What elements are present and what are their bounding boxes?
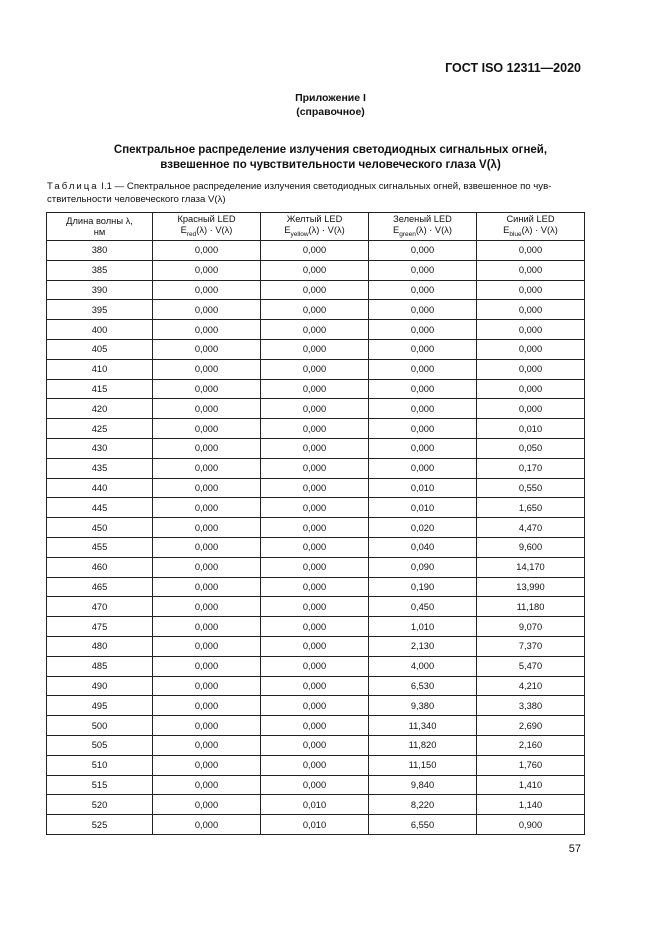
table-row [47,438,585,458]
value-cell: 0,000 [261,735,369,755]
value-cell: 1,760 [477,755,585,775]
value-cell: 4,210 [477,676,585,696]
value-cell: 0,170 [477,458,585,478]
wavelength-cell: 465 [47,577,153,597]
table-row [47,696,585,716]
value-cell: 14,170 [477,557,585,577]
value-cell: 0,000 [261,419,369,439]
formula-suffix: (λ) · V(λ) [196,224,233,235]
value-cell: 0,000 [477,339,585,359]
value-cell: 0,000 [261,339,369,359]
wavelength-cell: 380 [47,241,153,261]
wavelength-cell: 425 [47,419,153,439]
value-cell: 0,000 [261,320,369,340]
wavelength-cell: 400 [47,320,153,340]
column-header-line1: Длина волны λ, [66,215,133,226]
value-cell: 0,000 [261,676,369,696]
value-cell: 9,840 [369,775,477,795]
value-cell: 0,010 [369,478,477,498]
value-cell: 0,000 [261,399,369,419]
value-cell: 0,000 [261,755,369,775]
table-row [47,241,585,261]
wavelength-cell: 410 [47,359,153,379]
value-cell: 0,000 [153,577,261,597]
wavelength-cell: 510 [47,755,153,775]
value-cell: 0,000 [261,518,369,538]
value-cell: 13,990 [477,577,585,597]
value-cell: 0,000 [369,458,477,478]
value-cell: 2,130 [369,636,477,656]
value-cell: 7,370 [477,636,585,656]
table-caption-label: Таблица [47,181,99,192]
table-row [47,359,585,379]
value-cell: 0,040 [369,537,477,557]
value-cell: 0,000 [153,617,261,637]
value-cell: 0,000 [153,597,261,617]
value-cell: 0,450 [369,597,477,617]
value-cell: 0,000 [153,300,261,320]
value-cell: 0,000 [369,379,477,399]
value-cell: 0,000 [261,716,369,736]
table-row [47,617,585,637]
page-number: 57 [568,843,581,855]
value-cell: 0,000 [153,696,261,716]
value-cell: 0,000 [153,359,261,379]
value-cell: 0,190 [369,577,477,597]
value-cell: 0,000 [153,458,261,478]
wavelength-cell: 415 [47,379,153,399]
value-cell: 0,000 [369,419,477,439]
wavelength-cell: 500 [47,716,153,736]
column-header-line1: Желтый LED [286,213,343,224]
wavelength-cell: 435 [47,458,153,478]
wavelength-cell: 460 [47,557,153,577]
table-row [47,557,585,577]
value-cell: 4,000 [369,656,477,676]
value-cell: 0,000 [153,241,261,261]
value-cell: 11,340 [369,716,477,736]
column-header-line1: Красный LED [177,213,236,224]
value-cell: 0,000 [153,656,261,676]
value-cell: 0,000 [261,696,369,716]
formula-subscript: blue [509,230,522,238]
value-cell: 0,010 [261,815,369,835]
value-cell: 0,000 [477,300,585,320]
value-cell: 0,000 [153,636,261,656]
value-cell: 0,010 [477,419,585,439]
value-cell: 0,000 [369,300,477,320]
wavelength-cell: 525 [47,815,153,835]
value-cell: 3,380 [477,696,585,716]
value-cell: 0,000 [261,577,369,597]
value-cell: 0,000 [153,735,261,755]
value-cell: 9,070 [477,617,585,637]
value-cell: 0,020 [369,518,477,538]
value-cell: 0,000 [369,241,477,261]
formula-prefix: E [284,224,291,235]
value-cell: 0,000 [369,260,477,280]
table-row [47,518,585,538]
table-row [47,339,585,359]
spectral-table [46,212,585,835]
table-row [47,458,585,478]
value-cell: 0,000 [261,458,369,478]
value-cell: 2,690 [477,716,585,736]
value-cell: 0,000 [261,379,369,399]
value-cell: 0,000 [261,537,369,557]
section-title [0,143,661,173]
wavelength-cell: 385 [47,260,153,280]
value-cell: 6,550 [369,815,477,835]
value-cell: 0,000 [261,617,369,637]
table-row [47,577,585,597]
value-cell: 0,000 [153,399,261,419]
value-cell: 0,000 [369,280,477,300]
value-cell: 0,000 [153,755,261,775]
table-row [47,716,585,736]
value-cell: 0,050 [477,438,585,458]
value-cell: 0,900 [477,815,585,835]
wavelength-cell: 470 [47,597,153,617]
section-title-line1: Спектральное распределение излучения светодиодных сигнальных огней, [113,144,548,156]
section-title-line2: взвешенное по чувствительности человеческого глаза V(λ) [160,159,501,171]
table-row [47,478,585,498]
formula-suffix: (λ) · V(λ) [521,224,558,235]
value-cell: 0,000 [153,438,261,458]
value-cell: 0,000 [477,241,585,261]
value-cell: 0,000 [369,359,477,379]
value-cell: 0,090 [369,557,477,577]
value-cell: 0,000 [153,320,261,340]
value-cell: 0,000 [477,399,585,419]
wavelength-cell: 420 [47,399,153,419]
wavelength-cell: 490 [47,676,153,696]
annex-subtitle: (справочное) [296,106,365,118]
column-header-line1: Зеленый LED [393,213,452,224]
value-cell: 1,650 [477,498,585,518]
value-cell: 0,000 [153,379,261,399]
table-body [47,241,585,835]
wavelength-cell: 450 [47,518,153,538]
wavelength-cell: 395 [47,300,153,320]
wavelength-cell: 390 [47,280,153,300]
value-cell: 11,820 [369,735,477,755]
value-cell: 0,000 [477,320,585,340]
value-cell: 0,000 [261,280,369,300]
value-cell: 0,000 [261,241,369,261]
value-cell: 9,600 [477,537,585,557]
wavelength-cell: 515 [47,775,153,795]
value-cell: 0,010 [261,795,369,815]
value-cell: 0,000 [153,557,261,577]
value-cell: 0,000 [261,597,369,617]
value-cell: 0,000 [261,656,369,676]
value-cell: 11,150 [369,755,477,775]
column-header-line2 [153,225,260,240]
value-cell: 0,000 [261,260,369,280]
table-row [47,419,585,439]
value-cell: 0,000 [369,399,477,419]
table-row [47,399,585,419]
value-cell: 0,000 [369,339,477,359]
value-cell: 1,010 [369,617,477,637]
value-cell: 5,470 [477,656,585,676]
column-header-2 [261,213,369,241]
table-caption-text: I.1 — Спектральное распределение излучения светодиодных сигнальных огней, взвешенное по чув- [101,181,552,192]
column-header-1 [153,213,261,241]
table-row [47,280,585,300]
formula-subscript: red [186,230,197,238]
table-row [47,795,585,815]
table-row [47,636,585,656]
wavelength-cell: 480 [47,636,153,656]
formula-prefix: E [180,224,187,235]
value-cell: 4,470 [477,518,585,538]
table-row [47,597,585,617]
value-cell: 9,380 [369,696,477,716]
table-row [47,676,585,696]
table-row [47,300,585,320]
formula-suffix: (λ) · V(λ) [308,224,345,235]
wavelength-cell: 505 [47,735,153,755]
column-header-3 [369,213,477,241]
value-cell: 0,000 [153,716,261,736]
column-header-line2 [477,225,584,240]
table-row [47,815,585,835]
value-cell: 6,530 [369,676,477,696]
spectral-table-wrapper [46,212,585,835]
value-cell: 0,000 [477,359,585,379]
value-cell: 0,000 [153,280,261,300]
value-cell: 8,220 [369,795,477,815]
table-row [47,320,585,340]
value-cell: 0,000 [261,498,369,518]
formula-subscript: green [399,230,416,238]
wavelength-cell: 520 [47,795,153,815]
value-cell: 0,000 [153,537,261,557]
value-cell: 0,000 [261,775,369,795]
table-row [47,775,585,795]
column-header-0 [47,213,153,241]
table-row [47,498,585,518]
wavelength-cell: 495 [47,696,153,716]
wavelength-cell: 440 [47,478,153,498]
value-cell: 0,000 [153,775,261,795]
table-row [47,260,585,280]
value-cell: 0,010 [369,498,477,518]
value-cell: 0,000 [153,260,261,280]
value-cell: 0,000 [153,339,261,359]
value-cell: 11,180 [477,597,585,617]
value-cell: 0,000 [153,419,261,439]
value-cell: 0,000 [153,498,261,518]
table-row [47,656,585,676]
value-cell: 0,000 [153,815,261,835]
value-cell: 0,000 [153,676,261,696]
value-cell: 2,160 [477,735,585,755]
formula-subscript: yellow [290,230,309,238]
value-cell: 0,000 [477,280,585,300]
table-caption [47,180,587,206]
value-cell: 0,000 [153,478,261,498]
value-cell: 1,410 [477,775,585,795]
column-header-4 [477,213,585,241]
wavelength-cell: 455 [47,537,153,557]
table-row [47,755,585,775]
table-row [47,379,585,399]
column-header-line2 [261,225,368,240]
wavelength-cell: 475 [47,617,153,637]
table-header-row [47,213,585,241]
wavelength-cell: 430 [47,438,153,458]
wavelength-cell: 405 [47,339,153,359]
formula-prefix: E [393,224,400,235]
table-row [47,735,585,755]
annex-title: Приложение I [295,92,366,104]
value-cell: 0,000 [369,320,477,340]
document-code: ГОСТ ISO 12311—2020 [445,61,581,75]
wavelength-cell: 445 [47,498,153,518]
value-cell: 0,000 [261,438,369,458]
formula-suffix: (λ) · V(λ) [415,224,452,235]
value-cell: 1,140 [477,795,585,815]
annex-heading [0,91,661,119]
column-header-line2: нм [93,226,106,237]
value-cell: 0,000 [261,636,369,656]
value-cell: 0,000 [261,300,369,320]
value-cell: 0,000 [261,557,369,577]
formula-prefix: E [503,224,510,235]
value-cell: 0,000 [153,795,261,815]
wavelength-cell: 485 [47,656,153,676]
value-cell: 0,000 [477,379,585,399]
value-cell: 0,000 [153,518,261,538]
value-cell: 0,550 [477,478,585,498]
column-header-line2 [369,225,476,240]
column-header-line1: Синий LED [506,213,555,224]
table-caption-text-cont: ствительности человеческого глаза V(λ) [47,194,226,205]
value-cell: 0,000 [477,260,585,280]
value-cell: 0,000 [261,359,369,379]
value-cell: 0,000 [369,438,477,458]
table-row [47,537,585,557]
value-cell: 0,000 [261,478,369,498]
